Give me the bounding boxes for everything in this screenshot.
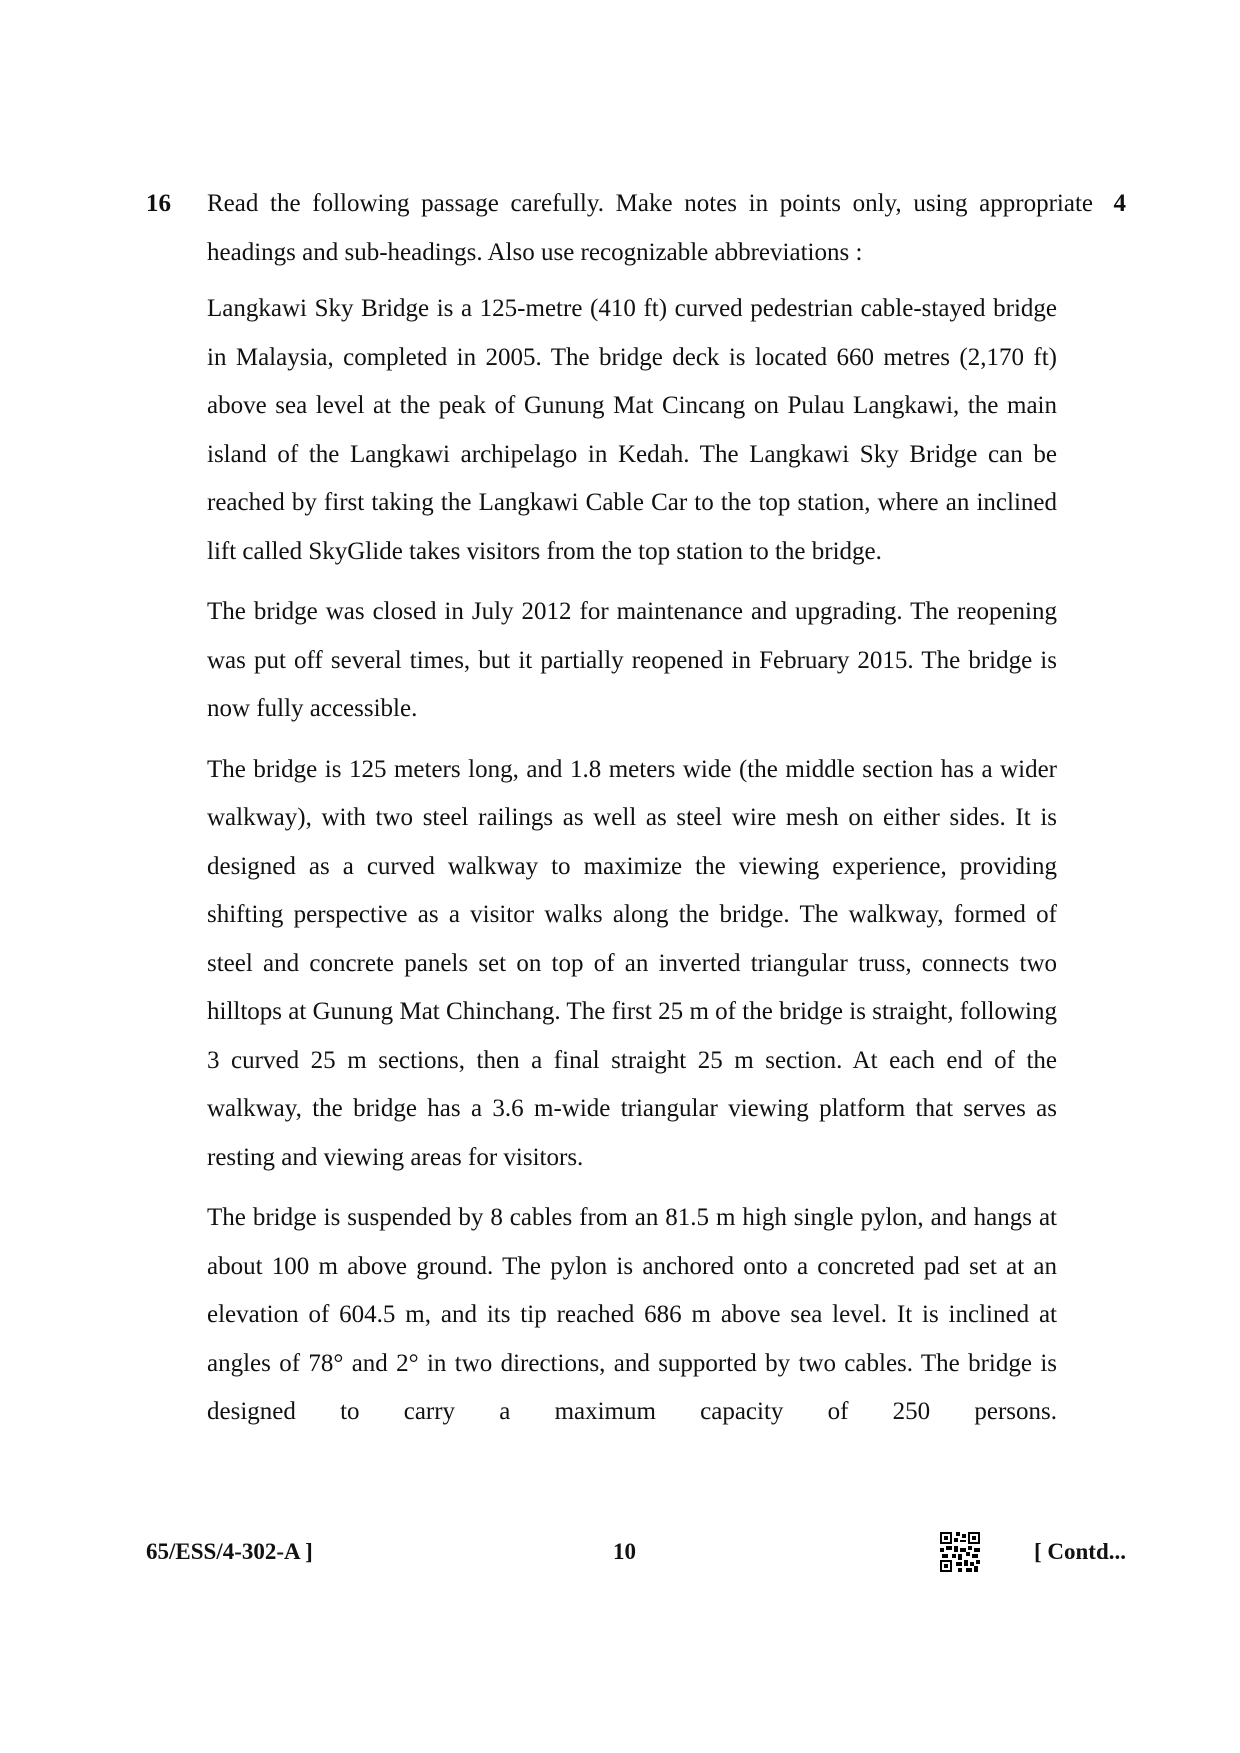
question-marks: 4 [1113,190,1126,217]
question-number: 16 [146,190,171,217]
passage-paragraph: The bridge was closed in July 2012 for maintenance and upgrading. The reopening was put off several times, but it partially reopened in February 2015. The bridge is now fully accessible. [207,598,1057,722]
passage-paragraph: The bridge is 125 meters long, and 1.8 meters wide (the middle section has a wider walkway), with two steel railings as well as steel wire mesh on either sides. It is designed as a curved walkway to maximize the viewing experience, providing shifting perspective as a visitor walks along the bridge. The walkway, formed of steel and concrete panels set on top of an inverted triangular truss, connects two hilltops at Gunung Mat Chinchang. The first 25 m of the bridge is straight, following 3 curved 25 m sections, then a final straight 25 m section. At each end of the walkway, the bridge has a 3.6 m-wide triangular viewing platform that serves as resting and viewing areas for visitors. [207,755,1057,1171]
passage-paragraph: The bridge is suspended by 8 cables from an 81.5 m high single pylon, and hangs at about 100 m above ground. The pylon is anchored onto a concreted pad set at an elevation of 604.5 m, and its tip reached 686 m above sea level. It is inclined at angles of 78° and 2° in two directions, and supported by two cables. The bridge is designed to carry a maximum capacity of 250 persons. [207,1204,1057,1425]
reading-passage [207,285,1057,1449]
continued-label: [ Contd... [1033,1539,1126,1564]
question-instruction: Read the following passage carefully. Make notes in points only, using appropriate headings and sub-headings. Also use recognizable abbreviations : [207,190,1093,266]
paper-code: 65/ESS/4-302-A ] [146,1539,313,1564]
qr-code-icon [940,1532,980,1572]
page-footer [146,1532,1126,1572]
page-number: 10 [613,1539,636,1564]
passage-paragraph: Langkawi Sky Bridge is a 125-metre (410 ft) curved pedestrian cable-stayed bridge in Malaysia, completed in 2005. The bridge deck is located 660 metres (2,170 ft) above sea level at the peak of Gunung Mat Cincang on Pulau Langkawi, the main island of the Langkawi archipelago in Kedah. The Langkawi Sky Bridge can be reached by first taking the Langkawi Cable Car to the top station, where an inclined lift called SkyGlide takes visitors from the top station to the bridge. [207,295,1057,565]
